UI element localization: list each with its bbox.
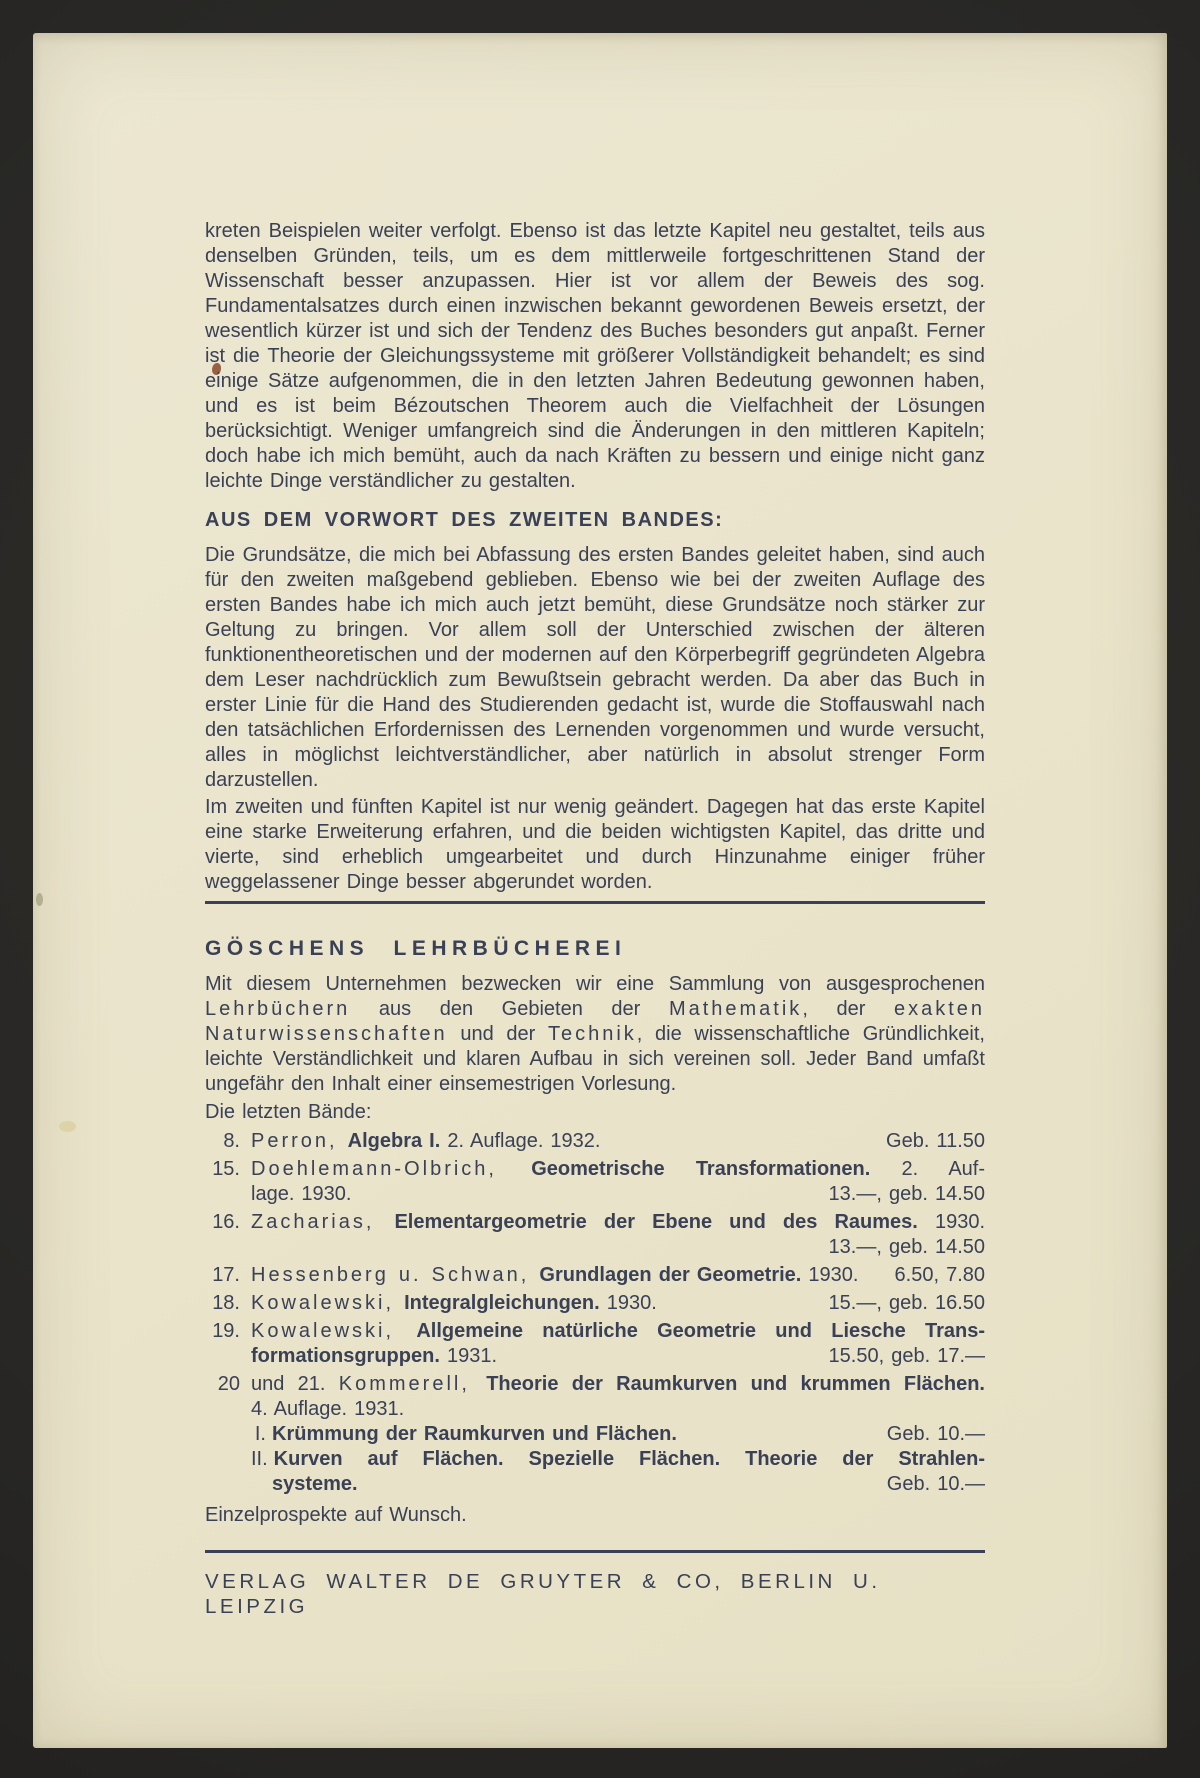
book-title-text — [251, 1291, 815, 1316]
book-list-item — [205, 1129, 985, 1154]
paper-stain — [59, 1121, 76, 1132]
book-price: 15.—, geb. 16.50 — [828, 1292, 985, 1314]
book-line — [205, 1291, 985, 1316]
book-number: 18. — [212, 1292, 240, 1314]
book-price: 13.—, geb. 14.50 — [828, 1183, 985, 1205]
text-segment: Kowalewski, — [251, 1320, 417, 1342]
text-segment: Doehlemann-Olbrich, — [251, 1158, 532, 1180]
book-title-text — [251, 1397, 985, 1422]
preface-continuation-paragraph: kreten Beispielen weiter verfolgt. Ebenso ist das letzte Kapitel neu gestaltet, teils aus denselben Gründen, teils, um es dem mittlerweile fortgeschrittenen Stand der Wissenschaft besser anzupassen. Hier ist vor allem der Beweis des sog. Fundamentalsatzes durch einen inzwischen bekannt gewordenen Beweis ersetzt, der wesentlich kürzer ist und sich der Tendenz des Buches besonders gut anpaßt. Ferner ist die Theorie der Gleichungssysteme mit größerer Vollständigkeit behandelt; es sind einige Sätze aufgenommen, die in den letzten Jahren Bedeutung gewonnen haben, und es ist beim Bézoutschen Theorem auch die Vielfachheit der Lösungen berücksichtigt. Weniger umfangreich sind die Änderungen in den mittleren Kapiteln; doch habe ich mich bemüht, auch da nach Kräften zu bessern und einige nicht ganz leichte Dinge verständlicher zu gestalten. — [205, 220, 985, 492]
text-segment: , der — [802, 998, 894, 1020]
book-list-item — [205, 1319, 985, 1369]
book-list-item — [205, 1291, 985, 1316]
text-segment: Perron, — [251, 1130, 348, 1152]
book-list-item — [205, 1372, 985, 1497]
text-segment: Krümmung der Raumkurven und Flächen. — [272, 1423, 677, 1445]
book-title-text — [251, 1157, 985, 1182]
text-segment: Lehrbüchern — [205, 998, 351, 1020]
book-line — [205, 1182, 985, 1207]
publisher-imprint: VERLAG WALTER DE GRUYTER & CO, BERLIN U. LEIPZIG — [205, 1570, 881, 1618]
closing-line: Einzelprospekte auf Wunsch. — [205, 1504, 467, 1526]
text-segment: Allgemeine natürliche Geometrie und Liesche Trans- — [416, 1320, 985, 1342]
vorwort-paragraph-1: Die Grundsätze, die mich bei Abfassung des ersten Bandes geleitet haben, sind auch für den zweiten maßgebend geblieben. Ebenso wie bei der zweiten Auflage des ersten Bandes habe ich mich auch jetzt bemüht, diese Grundsätze noch stärker zur Geltung zu bringen. Vor allem soll der Unterschied zwischen der älteren funktionentheoretischen und der modernen auf den Körperbegriff gegründeten Algebra dem Leser nachdrücklich zum Bewußtsein gebracht werden. Da aber das Buch in erster Linie für die Hand des Studierenden gedacht ist, wurde die Stoffauswahl nach den tatsächlichen Erfordernissen des Lernenden vorgenommen und wurde versucht, alles in möglichst leichtverständlicher, aber natürlich in absolut strenger Form darzustellen. — [205, 544, 985, 791]
text-segment: 1930. — [917, 1211, 986, 1233]
text-segment: 1931. — [439, 1345, 497, 1367]
book-price: Geb. 11.50 — [886, 1130, 985, 1152]
text-segment: lage. 1930. — [251, 1183, 352, 1205]
text-segment: Geometrische Transformationen. — [531, 1158, 871, 1180]
book-price: 15.50, geb. 17.— — [828, 1345, 985, 1367]
text-segment: und 21. — [251, 1373, 339, 1395]
book-list-item — [205, 1157, 985, 1207]
book-number: 16. — [212, 1211, 240, 1233]
book-title-text — [251, 1210, 985, 1235]
book-line — [205, 1129, 985, 1154]
book-title-text — [251, 1472, 873, 1497]
text-segment: 1930. — [801, 1264, 859, 1286]
text-segment: Elementargeometrie der Ebene und des Raumes. — [394, 1211, 918, 1233]
text-segment: Mit diesem Unternehmen bezwecken wir eine Sammlung von ausgesprochenen — [205, 973, 985, 995]
book-price: Geb. 10.— — [886, 1473, 985, 1495]
text-segment: Integralgleichungen. — [404, 1292, 600, 1314]
text-segment: systeme. — [272, 1473, 358, 1495]
text-block — [205, 219, 985, 1619]
text-segment: aus den Gebieten der — [350, 998, 669, 1020]
text-segment: , die wissenschaftliche Gründlichkeit, leichte Verständlichkeit und klaren Aufbau in sich vereinen soll. Jeder Band umfaßt ungefähr den Inhalt einer einsemestrigen Vorlesung. — [205, 1023, 985, 1095]
goeschens-lehrbuecherei — [205, 936, 985, 1528]
text-segment: 2. Auflage. 1932. — [440, 1130, 601, 1152]
book-line — [205, 1319, 985, 1344]
text-segment: Mathematik — [668, 998, 803, 1020]
document-page — [33, 33, 1167, 1748]
list-intro-line: Die letzten Bände: — [205, 1101, 372, 1123]
text-segment: 2. Auf- — [870, 1158, 986, 1180]
book-line — [205, 1210, 985, 1235]
text-segment: 4. Auflage. 1931. — [251, 1398, 405, 1420]
text-segment: Zacharias, — [251, 1211, 395, 1233]
volume-numeral: I. — [254, 1423, 266, 1445]
book-line — [205, 1397, 985, 1422]
book-number: 8. — [223, 1130, 240, 1152]
divider-rule — [205, 901, 985, 904]
book-number: 15. — [212, 1158, 240, 1180]
book-title-text — [272, 1422, 873, 1447]
text-segment: Kowalewski, — [251, 1292, 405, 1314]
text-segment: 1930. — [599, 1292, 657, 1314]
book-price: Geb. 10.— — [886, 1423, 985, 1445]
footer-rule — [205, 1550, 985, 1553]
text-segment: Technik — [547, 1023, 637, 1045]
book-list — [205, 1129, 985, 1497]
book-number: 19. — [212, 1320, 240, 1342]
vorwort-paragraph-2: Im zweiten und fünften Kapitel ist nur wenig geändert. Dagegen hat das erste Kapitel eine starke Erweiterung erfahren, und die beiden wichtigsten Kapitel, das dritte und vierte, sind erheblich umgearbeitet und durch Hinzunahme einiger früher weggelassener Dinge besser abgerundet worden. — [205, 796, 985, 893]
preface-second-volume — [205, 508, 985, 895]
text-segment: Hessenberg u. Schwan, — [251, 1264, 540, 1286]
book-price: 13.—, geb. 14.50 — [828, 1236, 985, 1258]
preface-continuation — [205, 219, 985, 494]
text-segment: Kommerell, — [338, 1373, 487, 1395]
book-title-text — [251, 1372, 985, 1397]
book-title-text — [251, 1129, 872, 1154]
text-segment: formationsgruppen. — [251, 1345, 440, 1367]
text-segment: Algebra I. — [347, 1130, 441, 1152]
text-segment: Theorie der Raumkurven und krummen Flächen. — [486, 1373, 985, 1395]
book-title-text — [251, 1319, 985, 1344]
text-segment: Kurven auf Flächen. Spezielle Flächen. Theorie der Strahlen- — [273, 1448, 985, 1470]
book-line — [205, 1422, 985, 1447]
book-title-text — [251, 1182, 815, 1207]
text-segment: exakten Naturwissenschaften — [205, 998, 986, 1045]
book-number: 20 — [217, 1373, 240, 1395]
book-price: 6.50, 7.80 — [894, 1264, 985, 1286]
book-line — [205, 1344, 985, 1369]
volume-numeral: II. — [251, 1448, 268, 1470]
section-heading-vorwort-zweiter-band: AUS DEM VORWORT DES ZWEITEN BANDES: — [205, 509, 724, 531]
book-line — [205, 1372, 985, 1397]
paper-stain — [36, 893, 43, 906]
text-segment: Grundlagen der Geometrie. — [539, 1264, 802, 1286]
book-line — [205, 1472, 985, 1497]
book-title-text — [251, 1344, 815, 1369]
book-line — [205, 1263, 985, 1288]
text-segment: und der — [447, 1023, 548, 1045]
book-title-text — [251, 1263, 881, 1288]
book-title-text — [274, 1447, 985, 1472]
book-list-item — [205, 1263, 985, 1288]
book-line — [205, 1235, 985, 1260]
book-line — [205, 1447, 985, 1472]
series-description-paragraph — [205, 972, 985, 1097]
book-list-item — [205, 1210, 985, 1260]
book-number: 17. — [212, 1264, 240, 1286]
section-heading-goeschens: GÖSCHENS LEHRBÜCHEREI — [205, 937, 627, 960]
book-line — [205, 1157, 985, 1182]
